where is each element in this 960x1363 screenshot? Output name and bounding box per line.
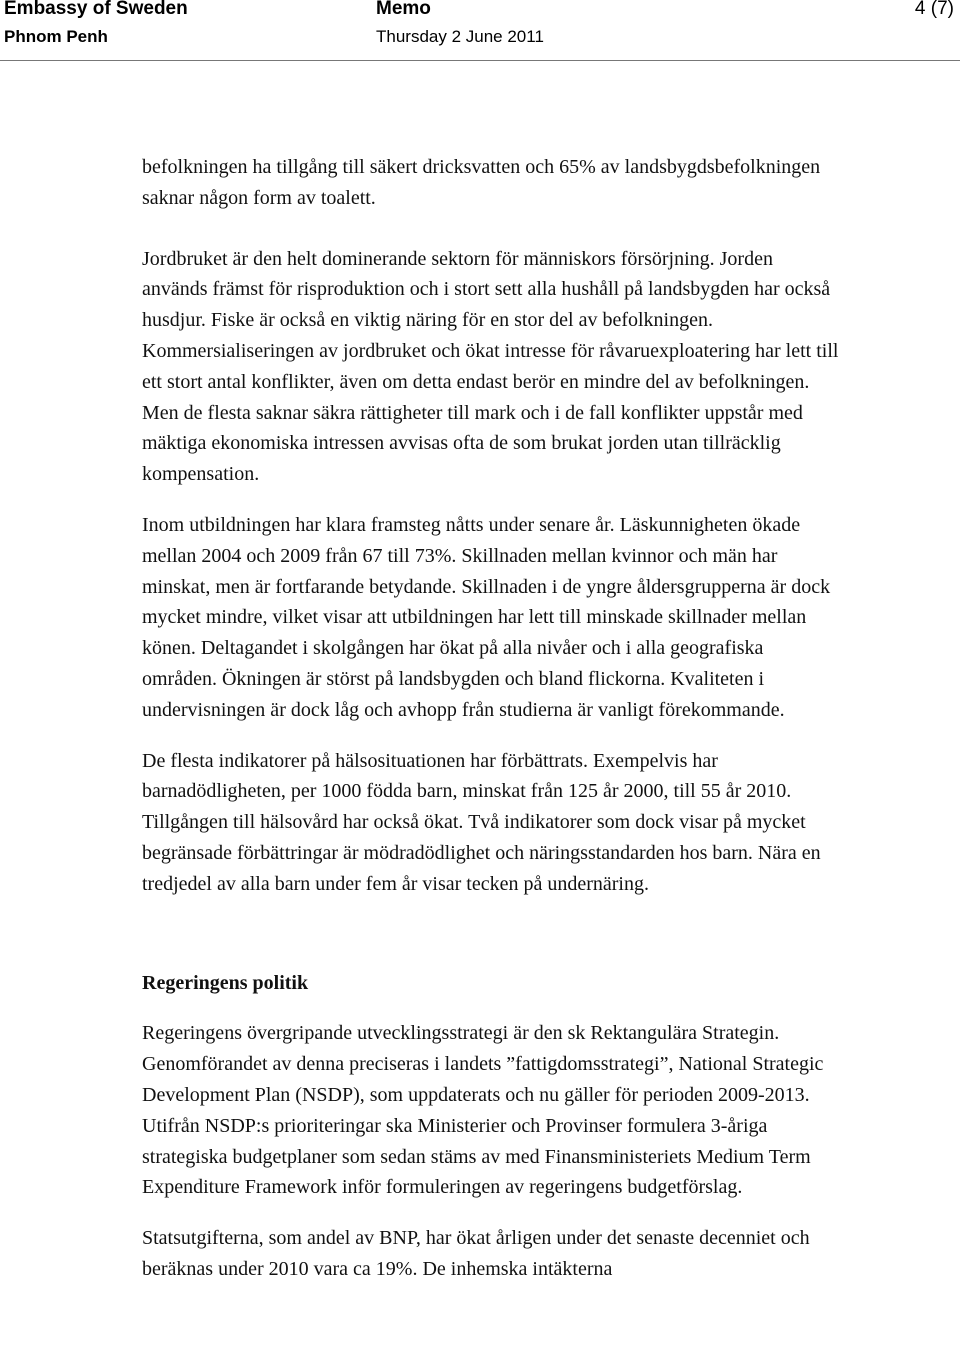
paragraph-state-expenditure: Statsutgifterna, som andel av BNP, har ökat årligen under det senaste decenniet och beräknas under 2010 vara ca 19%. De inhemska intäkterna — [142, 1227, 810, 1280]
header-organization: Embassy of Sweden — [4, 0, 188, 19]
paragraph-agriculture: Jordbruket är den helt dominerande sektorn för människors försörjning. Jorden används främst för risproduktion och i stort sett alla hushåll på landsbygden har också husdjur. Fiske är också en viktig näring för en stor del av befolkningen. Kommersialiseringen av jordbruket och ökat intresse för råvaruexploatering har lett till ett stort antal konflikter, även om detta endast berör en mindre del av befolkningen. Men de flesta saknar säkra rättigheter till mark och i de fall konflikter uppstår med mäktiga ekonomiska intressen avvisas ofta de som brukat jorden utan tillräcklig kompensation. — [142, 247, 839, 486]
header-city: Phnom Penh — [4, 27, 108, 46]
paragraph-health: De flesta indikatorer på hälsosituationen har förbättrats. Exempelvis har barnadödligheten, per 1000 födda barn, minskat från 125 år 2000, till 55 år 2010. Tillgången till hälsovård har också ökat. Två indikatorer som dock visar på mycket begränsade förbättringar är mödradödlighet och näringsstandarden hos barn. Nära en tredjedel av alla barn under fem år visar tecken på undernäring. — [142, 749, 821, 895]
header-divider — [0, 60, 960, 61]
header-page-number: 4 (7) — [914, 0, 954, 19]
header-doc-type: Memo — [376, 0, 431, 19]
section-heading-government-policy: Regeringens politik — [142, 971, 309, 994]
paragraph-water-sanitation: befolkningen ha tillgång till säkert dricksvatten och 65% av landsbygdsbefolkningen saknar någon form av toalett. — [142, 156, 821, 209]
header-date: Thursday 2 June 2011 — [376, 27, 544, 46]
paragraph-education: Inom utbildningen har klara framsteg nåtts under senare år. Läskunnigheten ökade mellan 2004 och 2009 från 67 till 73%. Skillnaden mellan kvinnor och män har minskat, men är fortfarande betydande. Skillnaden i de yngre åldersgrupperna är dock mycket mindre, vilket visar att utbildningen har lett till minskade skillnader mellan könen. Deltagandet i skolgången har ökat på alla nivåer och i alla geografiska områden. Ökningen är störst på landsbygden och bland flickorna. Kvaliteten i undervisningen är dock låg och avhopp från studierna är vanligt förekommande. — [142, 513, 831, 721]
document-body — [142, 152, 842, 1285]
document-header — [0, 0, 960, 60]
paragraph-strategy: Regeringens övergripande utvecklingsstrategi är den sk Rektangulära Strategin. Genomförandet av denna preciseras i landets ”fattigdomsstrategi”, National Strategic Development Plan (NSDP), som uppdaterats och nu gäller för perioden 2009-2013. Utifrån NSDP:s prioriteringar ska Ministerier och Provinser formulera 3-åriga strategiska budgetplaner som sedan stäms av med Finansministeriets Medium Term Expenditure Framework inför formuleringen av regeringens budgetförslag. — [142, 1022, 824, 1199]
